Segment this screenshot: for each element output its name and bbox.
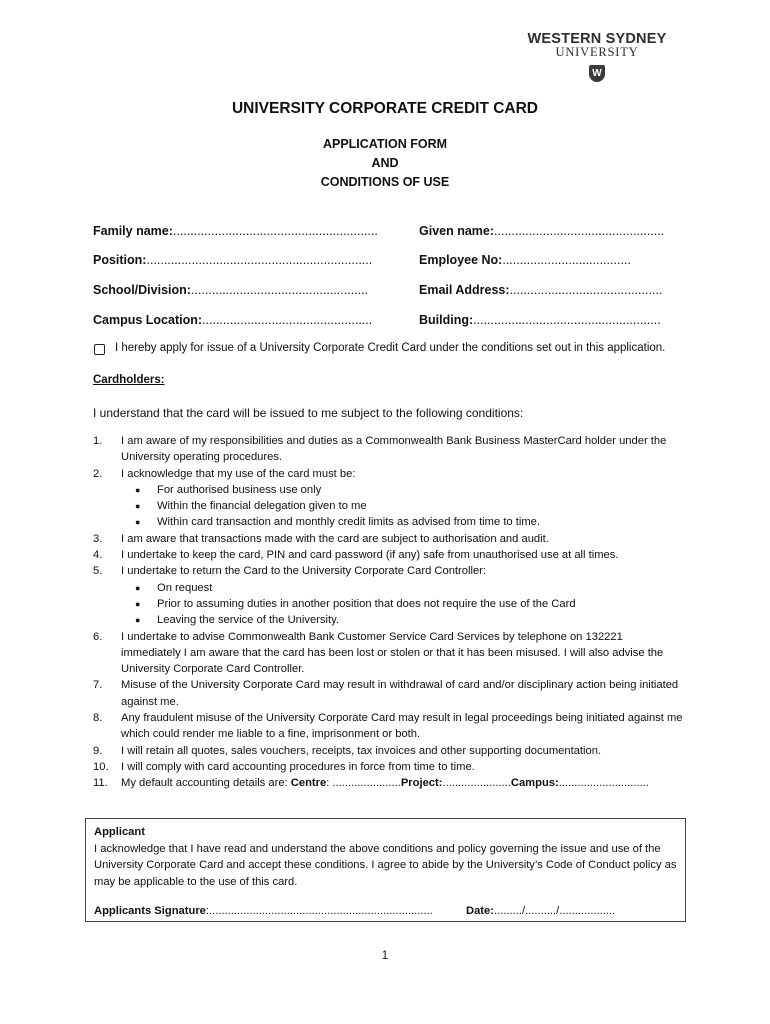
list-item bbox=[93, 677, 683, 710]
applicant-heading: Applicant bbox=[94, 826, 145, 838]
list-item bbox=[93, 466, 683, 482]
employee-no-label: Employee No: bbox=[419, 253, 503, 267]
centre-field[interactable]: : ...................... bbox=[326, 777, 401, 790]
list-item bbox=[93, 743, 683, 759]
applicant-box bbox=[85, 818, 686, 922]
bullet-item bbox=[93, 498, 683, 514]
position-dots: ................................................................. bbox=[146, 253, 373, 267]
list-item bbox=[93, 563, 683, 579]
item-text: I will retain all quotes, sales vouchers, receipts, tax invoices and other supporting documentation. bbox=[121, 744, 602, 757]
item-text: I am aware that transactions made with the card are subject to authorisation and audit. bbox=[121, 532, 549, 545]
item-number: 10. bbox=[93, 760, 109, 773]
item-text: I will comply with card accounting procedures in force from time to time. bbox=[121, 760, 475, 773]
bullet-item bbox=[93, 612, 683, 628]
item-text: Any fraudulent misuse of the University Corporate Card may result in legal proceedings being initiated against me which could render me liable to a fine, imprisonment or both. bbox=[121, 712, 683, 741]
bullet-icon: ● bbox=[135, 517, 141, 528]
list-item bbox=[93, 710, 683, 743]
bullet-icon: ● bbox=[135, 582, 141, 593]
item-number: 8. bbox=[93, 712, 103, 725]
campus-label: Campus: bbox=[510, 777, 559, 790]
item-text: I acknowledge that my use of the card must be: bbox=[121, 467, 356, 480]
logo-line-2: UNIVERSITY bbox=[555, 45, 639, 59]
item-number: 4. bbox=[93, 549, 103, 562]
logo-line-1: WESTERN SYDNEY bbox=[527, 31, 667, 47]
email-address-label: Email Address: bbox=[419, 283, 510, 297]
school-division-dots: ................................................... bbox=[190, 283, 369, 297]
bullet-item bbox=[93, 482, 683, 498]
bullet-icon: ● bbox=[135, 484, 141, 495]
position-label: Position: bbox=[93, 253, 147, 267]
list-item bbox=[93, 433, 683, 466]
email-address-dots: ............................................ bbox=[509, 283, 663, 297]
centre-label: Centre bbox=[290, 777, 327, 790]
list-item bbox=[93, 531, 683, 547]
page-number: 1 bbox=[381, 950, 389, 962]
subtitle-line-2: AND bbox=[371, 156, 399, 170]
item-text: Misuse of the University Corporate Card may result in withdrawal of card and/or disciplinary action being initiated against me. bbox=[121, 679, 679, 708]
list-item bbox=[93, 775, 683, 791]
subtitle-line-1: APPLICATION FORM bbox=[322, 137, 448, 151]
campus-location-label: Campus Location: bbox=[93, 313, 203, 327]
applicant-declaration: I acknowledge that I have read and understand the above conditions and policy governing the issue and use of the University Corporate Card and accept these conditions. I agree to abide by the University’s Code of Conduct policy as may be applicable to the use of this card. bbox=[94, 842, 677, 888]
item-text: I undertake to advise Commonwealth Bank Customer Service Card Services by telephone on 132221 immediately I am aware that the card has been lost or stolen or that it has been misused. I will also advise the University Corporate Card Controller. bbox=[121, 630, 664, 676]
bullet-text: On request bbox=[157, 581, 213, 594]
apply-checkbox[interactable] bbox=[94, 344, 105, 355]
family-name-field[interactable] bbox=[93, 224, 378, 238]
bullet-item bbox=[93, 514, 683, 530]
accounting-prefix: My default accounting details are: bbox=[121, 777, 291, 790]
item-text: I undertake to keep the card, PIN and card password (if any) safe from unauthorised use at all times. bbox=[121, 549, 619, 562]
item-number: 1. bbox=[93, 435, 103, 447]
family-name-label: Family name: bbox=[93, 224, 173, 238]
bullet-text: Leaving the service of the University. bbox=[157, 614, 339, 627]
item-text bbox=[121, 775, 683, 791]
item-number: 11. bbox=[93, 777, 108, 790]
signature-dots: :........................................................................ bbox=[205, 905, 433, 917]
employee-no-field[interactable] bbox=[419, 253, 631, 267]
family-name-dots: ........................................................... bbox=[172, 224, 378, 238]
conditions-list bbox=[93, 433, 683, 792]
date-dots: ........./........../.................. bbox=[493, 905, 616, 917]
bullet-text: Prior to assuming duties in another position that does not require the use of the Card bbox=[157, 597, 576, 610]
item-number: 3. bbox=[93, 532, 103, 545]
school-division-field[interactable] bbox=[93, 283, 368, 297]
item-number: 7. bbox=[93, 679, 103, 692]
bullet-text: For authorised business use only bbox=[157, 483, 322, 496]
item-number: 5. bbox=[93, 565, 103, 578]
project-field[interactable]: ...................... bbox=[442, 777, 511, 790]
list-item bbox=[93, 759, 683, 775]
employee-no-dots: ..................................... bbox=[502, 253, 631, 267]
project-label: Project: bbox=[400, 777, 443, 790]
building-dots: ...................................................... bbox=[473, 313, 661, 327]
list-item bbox=[93, 547, 683, 563]
campus-location-dots: ................................................. bbox=[202, 313, 373, 327]
given-name-dots: ................................................. bbox=[494, 224, 665, 238]
bullet-text: Within card transaction and monthly credit limits as advised from time to time. bbox=[157, 516, 541, 529]
document-title: UNIVERSITY CORPORATE CREDIT CARD bbox=[231, 100, 538, 117]
item-number: 9. bbox=[93, 744, 103, 757]
list-item bbox=[93, 629, 683, 678]
signature-label: Applicants Signature bbox=[94, 905, 206, 917]
campus-field[interactable]: ............................. bbox=[558, 777, 649, 790]
item-text: I am aware of my responsibilities and duties as a Commonwealth Bank Business MasterCard holder under the University operating procedures. bbox=[121, 435, 667, 464]
conditions-intro: I understand that the card will be issued to me subject to the following conditions: bbox=[93, 406, 524, 420]
building-label: Building: bbox=[419, 313, 474, 327]
given-name-label: Given name: bbox=[419, 224, 495, 238]
building-field[interactable] bbox=[419, 313, 661, 327]
bullet-text: Within the financial delegation given to me bbox=[157, 500, 367, 513]
bullet-icon: ● bbox=[135, 615, 141, 626]
bullet-item bbox=[93, 580, 683, 596]
bullet-item bbox=[93, 596, 683, 612]
email-address-field[interactable] bbox=[419, 283, 662, 297]
bullet-icon: ● bbox=[135, 598, 141, 609]
university-logo bbox=[517, 31, 677, 82]
campus-location-field[interactable] bbox=[93, 313, 372, 327]
given-name-field[interactable] bbox=[419, 224, 664, 238]
item-number: 6. bbox=[93, 630, 103, 643]
position-field[interactable] bbox=[93, 253, 372, 267]
item-text: I undertake to return the Card to the University Corporate Card Controller: bbox=[121, 565, 487, 578]
signature-field[interactable] bbox=[94, 905, 433, 917]
item-number: 2. bbox=[93, 467, 103, 480]
subtitle-line-3: CONDITIONS OF USE bbox=[320, 175, 450, 189]
logo-shield-icon: W bbox=[589, 65, 605, 82]
date-label: Date: bbox=[466, 905, 494, 917]
apply-statement: I hereby apply for issue of a University Corporate Credit Card under the conditions set out in this application. bbox=[115, 342, 666, 354]
school-division-label: School/Division: bbox=[93, 283, 191, 297]
cardholders-heading: Cardholders: bbox=[93, 374, 165, 386]
bullet-icon: ● bbox=[135, 501, 141, 512]
date-field[interactable] bbox=[466, 905, 615, 917]
